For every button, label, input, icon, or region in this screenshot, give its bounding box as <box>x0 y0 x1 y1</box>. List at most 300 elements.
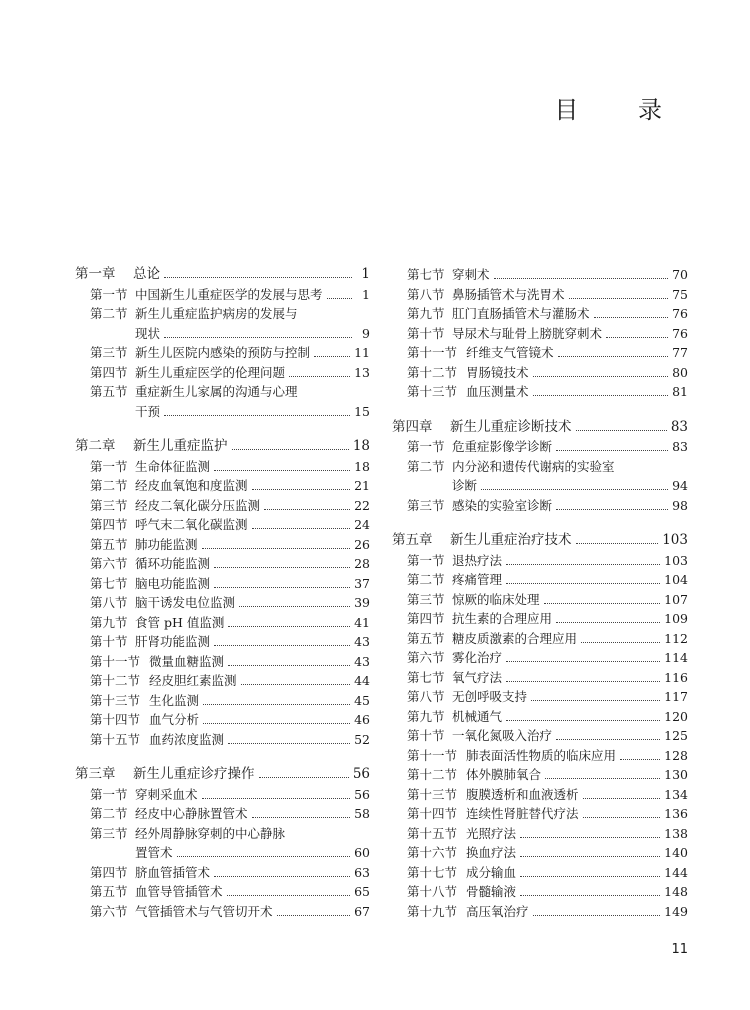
section-title: 脑电功能监测 <box>135 575 211 591</box>
section-title: 导尿术与耻骨上膀胱穿刺术 <box>452 325 603 341</box>
toc-section-entry[interactable] <box>75 824 370 844</box>
leader-dots <box>520 837 660 838</box>
chapter-number: 第二章 <box>75 438 116 454</box>
section-title: 脑干诱发电位监测 <box>135 595 236 610</box>
page-ref: 103 <box>662 532 688 548</box>
toc-section-entry[interactable] <box>75 632 370 652</box>
section-number: 第六节 <box>407 650 445 665</box>
section-title: 生化监测 <box>149 692 200 708</box>
page-ref: 116 <box>664 669 688 685</box>
page-ref: 56 <box>354 786 370 802</box>
section-number: 第十二节 <box>407 767 458 782</box>
section-number: 第一节 <box>90 458 128 474</box>
toc-section-entry[interactable] <box>75 691 370 711</box>
chapter-title: 新生儿重症治疗技术 <box>450 532 572 548</box>
toc-section-entry[interactable] <box>75 613 370 633</box>
toc-section-entry[interactable] <box>75 863 370 883</box>
toc-section-entry[interactable] <box>392 902 688 922</box>
leader-dots <box>481 489 668 490</box>
section-title: 无创呼吸支持 <box>452 689 528 704</box>
leader-dots <box>506 661 660 662</box>
page-ref: 18 <box>354 458 370 474</box>
section-number: 第十节 <box>407 325 445 341</box>
leader-dots <box>203 723 350 724</box>
page-ref: 140 <box>664 845 688 860</box>
toc-section-entry[interactable] <box>75 285 370 305</box>
toc-section-entry[interactable] <box>392 437 688 457</box>
leader-dots <box>606 337 668 338</box>
section-title: 肛门直肠插管术与灌肠术 <box>452 306 590 321</box>
section-number: 第四节 <box>90 517 128 532</box>
section-title: 微量血糖监测 <box>149 653 225 669</box>
toc-chapter-entry[interactable] <box>75 765 370 785</box>
toc-section-entry[interactable] <box>392 382 688 402</box>
section-title: 肺表面活性物质的临床应用 <box>466 747 617 763</box>
toc-section-entry[interactable] <box>392 668 688 688</box>
page-ref: 149 <box>664 903 688 919</box>
section-title: 穿刺术 <box>452 267 490 282</box>
section-number: 第七节 <box>90 575 128 591</box>
leader-dots <box>214 567 350 568</box>
leader-dots <box>533 395 669 396</box>
section-title: 气管插管术与气管切开术 <box>135 903 273 919</box>
section-title-continued: 诊断 <box>452 478 478 493</box>
section-number: 第十九节 <box>407 903 458 919</box>
leader-dots <box>227 895 351 896</box>
section-title: 血气分析 <box>149 712 200 727</box>
toc-section-entry[interactable] <box>75 593 370 613</box>
toc-section-entry[interactable] <box>392 824 688 844</box>
leader-dots <box>264 509 350 510</box>
chapter-number: 第五章 <box>392 532 433 548</box>
page-ref: 81 <box>672 384 688 399</box>
section-number: 第五节 <box>90 384 128 399</box>
section-number: 第十二节 <box>407 364 458 380</box>
toc-section-entry[interactable] <box>392 707 688 727</box>
chapter-title: 新生儿重症监护 <box>133 438 228 454</box>
section-title: 雾化治疗 <box>452 650 503 665</box>
leader-dots <box>164 337 352 338</box>
page-ref: 76 <box>672 306 688 321</box>
toc-section-entry[interactable] <box>392 609 688 629</box>
page-ref: 109 <box>664 611 688 626</box>
section-number: 第十节 <box>90 634 128 649</box>
toc-section-entry[interactable] <box>392 726 688 746</box>
page-ref: 128 <box>664 747 688 763</box>
chapter-title: 总论 <box>133 266 160 282</box>
section-number: 第四节 <box>90 364 128 380</box>
section-number: 第十一节 <box>90 653 141 669</box>
section-title: 新生儿重症监护病房的发展与 <box>135 306 298 321</box>
section-number: 第三节 <box>90 825 128 841</box>
section-number: 第六节 <box>90 556 128 571</box>
page-ref: 46 <box>354 712 370 727</box>
page-ref: 52 <box>354 731 370 747</box>
leader-dots <box>583 817 661 818</box>
section-number: 第十三节 <box>407 384 458 399</box>
section-title: 穿刺采血术 <box>135 786 198 802</box>
toc-section-continuation[interactable] <box>75 843 370 863</box>
section-number: 第九节 <box>407 306 445 321</box>
page-ref: 41 <box>354 614 370 630</box>
leader-dots <box>202 548 351 549</box>
toc-section-entry[interactable] <box>392 648 688 668</box>
chapter-number: 第一章 <box>75 266 116 282</box>
section-number: 第八节 <box>90 595 128 610</box>
section-title: 胃肠镜技术 <box>466 364 529 380</box>
leader-dots <box>259 777 349 778</box>
section-number: 第二节 <box>407 572 445 587</box>
page-ref: 18 <box>352 438 370 454</box>
toc-section-entry[interactable] <box>392 863 688 883</box>
leader-dots <box>520 876 660 877</box>
section-number: 第二节 <box>90 306 128 321</box>
toc-section-entry[interactable] <box>392 590 688 610</box>
section-title: 纤维支气管镜术 <box>466 345 554 360</box>
leader-dots <box>203 704 350 705</box>
page-ref: 112 <box>664 630 688 646</box>
section-number: 第十三节 <box>90 692 141 708</box>
page-ref: 70 <box>672 267 688 282</box>
section-title: 生命体征监测 <box>135 458 211 474</box>
toc-section-entry[interactable] <box>392 629 688 649</box>
section-title: 血管导管插管术 <box>135 884 223 899</box>
toc-section-entry[interactable] <box>392 343 688 363</box>
page-ref: 22 <box>354 497 370 513</box>
section-number: 第十三节 <box>407 786 458 802</box>
section-number: 第十八节 <box>407 884 458 899</box>
section-title: 感染的实验室诊断 <box>452 497 553 513</box>
toc-section-entry[interactable] <box>75 382 370 402</box>
leader-dots <box>214 645 350 646</box>
toc-chapter-entry[interactable] <box>392 531 688 551</box>
section-title: 食管 pH 值监测 <box>135 614 225 630</box>
toc-section-entry[interactable] <box>392 496 688 516</box>
leader-dots <box>164 277 352 278</box>
section-number: 第十节 <box>407 728 445 743</box>
section-title: 光照疗法 <box>466 825 517 841</box>
leader-dots <box>228 743 350 744</box>
section-title: 内分泌和遗传代谢病的实验室 <box>452 458 615 474</box>
toc-section-entry[interactable] <box>392 457 688 477</box>
section-title: 腹膜透析和血液透析 <box>466 786 579 802</box>
section-number: 第一节 <box>90 786 128 802</box>
section-title: 经皮血氧饱和度监测 <box>135 478 248 493</box>
page-ref: 1 <box>362 286 370 302</box>
section-title: 经皮胆红素监测 <box>149 673 237 688</box>
toc-section-entry[interactable] <box>392 765 688 785</box>
toc-section-entry[interactable] <box>75 882 370 902</box>
page-ref: 28 <box>354 556 370 571</box>
toc-section-continuation[interactable] <box>392 476 688 496</box>
page-ref: 94 <box>672 478 688 493</box>
section-title: 糖皮质激素的合理应用 <box>452 630 578 646</box>
page-ref: 104 <box>664 572 688 587</box>
section-number: 第三节 <box>407 591 445 607</box>
toc-section-entry[interactable] <box>392 363 688 383</box>
section-title: 成分输血 <box>466 864 517 880</box>
section-title: 经外周静脉穿刺的中心静脉 <box>135 825 286 841</box>
chapter-title: 新生儿重症诊断技术 <box>450 418 572 435</box>
leader-dots <box>177 856 351 857</box>
page-ref: 80 <box>672 364 688 380</box>
section-number: 第九节 <box>407 708 445 724</box>
toc-section-entry[interactable] <box>75 457 370 477</box>
page-ref: 77 <box>672 345 688 360</box>
page-ref: 136 <box>664 806 688 821</box>
section-number: 第一节 <box>90 286 128 302</box>
page-ref: 83 <box>670 418 688 435</box>
section-title: 危重症影像学诊断 <box>452 439 553 454</box>
page-ref: 144 <box>664 864 688 880</box>
leader-dots <box>620 759 660 760</box>
page-ref: 117 <box>664 689 688 704</box>
toc-section-entry[interactable] <box>392 804 688 824</box>
toc-section-entry[interactable] <box>75 730 370 750</box>
section-number: 第五节 <box>407 630 445 646</box>
leader-dots <box>533 376 669 377</box>
toc-section-entry[interactable] <box>75 363 370 383</box>
chapter-number: 第三章 <box>75 766 116 782</box>
section-title: 新生儿医院内感染的预防与控制 <box>135 345 311 360</box>
section-number: 第十四节 <box>90 712 141 727</box>
section-title: 血药浓度监测 <box>149 731 225 747</box>
section-number: 第十一节 <box>407 345 458 360</box>
leader-dots <box>533 915 661 916</box>
page-ref: 39 <box>354 595 370 610</box>
leader-dots <box>241 684 351 685</box>
page-ref: 44 <box>354 673 370 688</box>
leader-dots <box>506 564 660 565</box>
section-number: 第一节 <box>407 552 445 568</box>
leader-dots <box>202 798 351 799</box>
section-title: 一氧化氮吸入治疗 <box>452 728 553 743</box>
section-number: 第七节 <box>407 669 445 685</box>
leader-dots <box>556 622 660 623</box>
section-number: 第五节 <box>90 884 128 899</box>
page-ref: 134 <box>664 786 688 802</box>
section-title: 重症新生儿家属的沟通与心理 <box>135 384 298 399</box>
section-title: 体外膜肺氧合 <box>466 767 542 782</box>
section-title: 呼气末二氧化碳监测 <box>135 517 248 532</box>
section-title-continued: 现状 <box>135 325 161 341</box>
leader-dots <box>506 720 660 721</box>
section-number: 第十六节 <box>407 845 458 860</box>
section-title: 惊厥的临床处理 <box>452 591 540 607</box>
section-title: 循环功能监测 <box>135 556 211 571</box>
toc-section-entry[interactable] <box>75 804 370 824</box>
leader-dots <box>228 626 350 627</box>
page-title: 目 录 <box>554 96 688 124</box>
page-ref: 75 <box>672 286 688 302</box>
section-title: 连续性肾脏替代疗法 <box>466 806 579 821</box>
toc-section-entry[interactable] <box>75 785 370 805</box>
chapter-title: 新生儿重症诊疗操作 <box>133 766 255 782</box>
page-ref: 103 <box>664 552 688 568</box>
page-ref: 56 <box>352 766 370 782</box>
page-ref: 43 <box>354 634 370 649</box>
toc-section-entry[interactable] <box>75 902 370 922</box>
section-title: 机械通气 <box>452 708 503 724</box>
page-ref: 130 <box>664 767 688 782</box>
toc-section-entry[interactable] <box>75 710 370 730</box>
page-ref: 11 <box>354 345 370 360</box>
section-number: 第二节 <box>407 458 445 474</box>
toc-section-entry[interactable] <box>392 265 688 285</box>
page-ref: 21 <box>354 478 370 493</box>
toc-chapter-entry[interactable] <box>392 418 688 438</box>
page-ref: 98 <box>672 497 688 513</box>
leader-dots <box>545 778 660 779</box>
section-title: 疼痛管理 <box>452 572 503 587</box>
leader-dots <box>506 681 660 682</box>
leader-dots <box>594 317 669 318</box>
section-number: 第十五节 <box>407 825 458 841</box>
leader-dots <box>289 376 350 377</box>
section-title: 鼻肠插管术与洗胃术 <box>452 286 565 302</box>
section-number: 第十七节 <box>407 864 458 880</box>
toc-section-entry[interactable] <box>75 496 370 516</box>
toc-section-entry[interactable] <box>392 304 688 324</box>
toc-section-entry[interactable] <box>75 535 370 555</box>
section-title: 脐血管插管术 <box>135 864 211 880</box>
section-number: 第三节 <box>407 497 445 513</box>
page-ref: 24 <box>354 517 370 532</box>
page-ref: 125 <box>664 728 688 743</box>
toc-section-entry[interactable] <box>75 515 370 535</box>
leader-dots <box>232 449 349 450</box>
toc-section-entry[interactable] <box>75 574 370 594</box>
section-number: 第一节 <box>407 439 445 454</box>
page-ref: 58 <box>354 806 370 821</box>
toc-section-continuation[interactable] <box>75 402 370 422</box>
section-title: 抗生素的合理应用 <box>452 611 553 626</box>
toc-section-entry[interactable] <box>392 785 688 805</box>
section-number: 第八节 <box>407 689 445 704</box>
leader-dots <box>520 856 660 857</box>
leader-dots <box>214 470 350 471</box>
page-ref: 26 <box>354 536 370 552</box>
section-title: 换血疗法 <box>466 845 517 860</box>
section-number: 第八节 <box>407 286 445 302</box>
page-ref: 60 <box>354 845 370 860</box>
toc-section-entry[interactable] <box>392 843 688 863</box>
toc-section-entry[interactable] <box>75 343 370 363</box>
toc-column-right <box>392 265 688 921</box>
page-number: 11 <box>671 942 688 957</box>
leader-dots <box>544 603 661 604</box>
section-number: 第二节 <box>90 478 128 493</box>
section-title: 血压测量术 <box>466 384 529 399</box>
section-title: 肺功能监测 <box>135 536 198 552</box>
leader-dots <box>214 876 350 877</box>
section-title-continued: 干预 <box>135 403 161 419</box>
page-ref: 65 <box>354 884 370 899</box>
section-title-continued: 置管术 <box>135 845 173 860</box>
leader-dots <box>314 356 350 357</box>
section-number: 第二节 <box>90 806 128 821</box>
section-title: 高压氧治疗 <box>466 903 529 919</box>
toc-chapter-entry[interactable] <box>75 265 370 285</box>
leader-dots <box>576 430 667 431</box>
toc-section-entry[interactable] <box>75 476 370 496</box>
section-number: 第四节 <box>407 611 445 626</box>
leader-dots <box>164 415 350 416</box>
toc-section-entry[interactable] <box>392 746 688 766</box>
leader-dots <box>214 587 350 588</box>
leader-dots <box>556 739 660 740</box>
page-ref: 1 <box>361 266 370 282</box>
section-number: 第十五节 <box>90 731 141 747</box>
section-title: 骨髓输液 <box>466 884 517 899</box>
section-title: 经皮二氧化碳分压监测 <box>135 497 261 513</box>
toc-section-entry[interactable] <box>392 687 688 707</box>
toc-section-entry[interactable] <box>75 554 370 574</box>
page-ref: 45 <box>354 692 370 708</box>
toc-section-entry[interactable] <box>392 324 688 344</box>
section-title: 中国新生儿重症医学的发展与思考 <box>135 286 323 302</box>
section-number: 第五节 <box>90 536 128 552</box>
toc-section-entry[interactable] <box>75 652 370 672</box>
section-title: 肝肾功能监测 <box>135 634 211 649</box>
toc-section-entry[interactable] <box>75 671 370 691</box>
page-ref: 83 <box>672 439 688 454</box>
leader-dots <box>494 278 669 279</box>
chapter-number: 第四章 <box>392 418 433 435</box>
section-number: 第十四节 <box>407 806 458 821</box>
section-number: 第十一节 <box>407 747 458 763</box>
page-ref: 76 <box>672 325 688 341</box>
toc-section-entry[interactable] <box>392 882 688 902</box>
section-number: 第十二节 <box>90 673 141 688</box>
section-number: 第三节 <box>90 497 128 513</box>
toc-section-entry[interactable] <box>392 551 688 571</box>
page-ref: 37 <box>354 575 370 591</box>
leader-dots <box>556 509 668 510</box>
toc-chapter-entry[interactable] <box>75 437 370 457</box>
toc-section-continuation[interactable] <box>75 324 370 344</box>
toc-section-entry[interactable] <box>75 304 370 324</box>
page-ref: 114 <box>664 650 688 665</box>
toc-section-entry[interactable] <box>392 570 688 590</box>
page-ref: 9 <box>362 325 370 341</box>
page-ref: 15 <box>354 403 370 419</box>
page-ref: 107 <box>664 591 688 607</box>
leader-dots <box>569 298 669 299</box>
leader-dots <box>252 817 351 818</box>
section-title: 新生儿重症医学的伦理问题 <box>135 364 286 380</box>
leader-dots <box>228 665 350 666</box>
section-title: 退热疗法 <box>452 552 503 568</box>
section-number: 第三节 <box>90 345 128 360</box>
page-ref: 43 <box>354 653 370 669</box>
section-number: 第九节 <box>90 614 128 630</box>
leader-dots <box>556 450 668 451</box>
toc-section-entry[interactable] <box>392 285 688 305</box>
section-number: 第六节 <box>90 903 128 919</box>
toc-column-left <box>75 265 370 921</box>
section-title: 经皮中心静脉置管术 <box>135 806 248 821</box>
section-title: 氧气疗法 <box>452 669 503 685</box>
leader-dots <box>327 298 352 299</box>
leader-dots <box>506 583 660 584</box>
leader-dots <box>520 895 660 896</box>
leader-dots <box>531 700 660 701</box>
leader-dots <box>252 528 351 529</box>
leader-dots <box>576 543 659 544</box>
page-ref: 63 <box>354 864 370 880</box>
leader-dots <box>277 915 351 916</box>
